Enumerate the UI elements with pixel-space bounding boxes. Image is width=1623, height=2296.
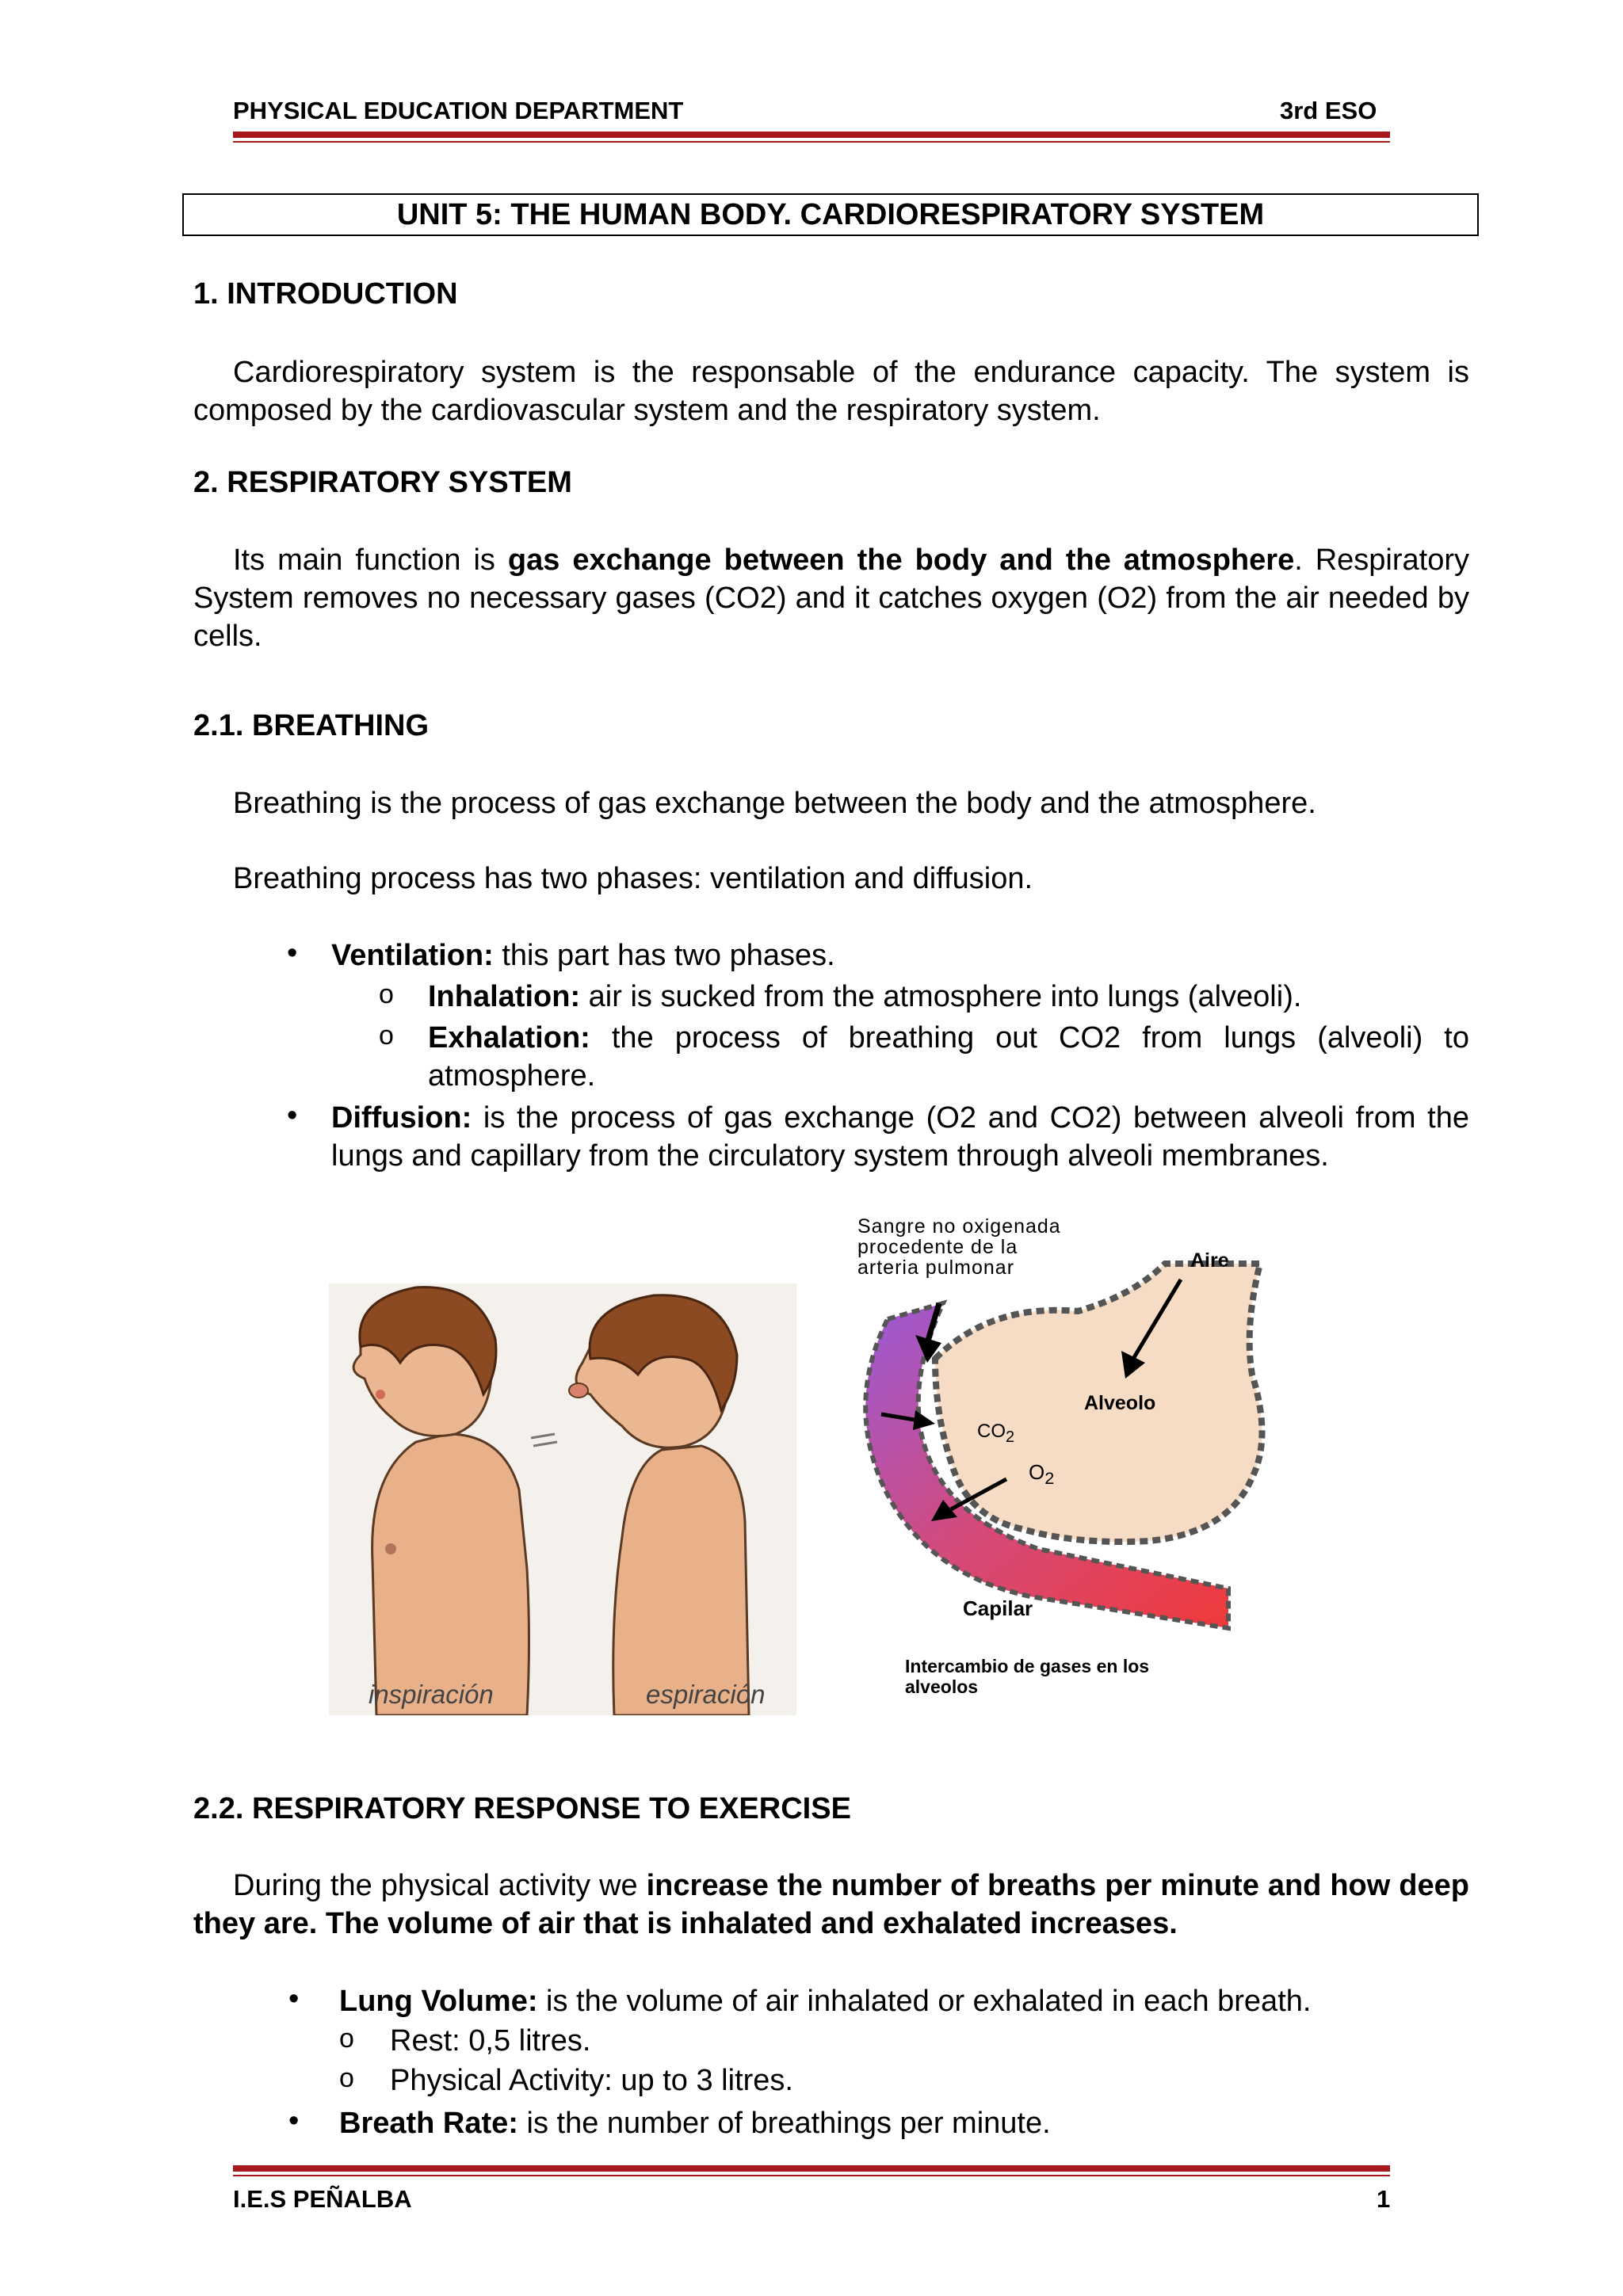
label-o2: $O_2$ (1029, 1460, 1055, 1489)
list-item-inhalation: Inhalation: air is sucked from the atmosphere into lungs (alveoli). (428, 980, 1302, 1013)
list-item-activity: Physical Activity: up to 3 litres. (390, 2064, 793, 2097)
circle-exhalation: o (379, 1020, 394, 1051)
heading-breathing: 2.1. BREATHING (193, 709, 430, 742)
unit-title: UNIT 5: THE HUMAN BODY. CARDIORESPIRATORY SYSTEM (182, 193, 1479, 236)
header-department: PHYSICAL EDUCATION DEPARTMENT (233, 97, 684, 124)
label-co2: $CO_2$ (977, 1421, 1015, 1446)
bullet-breath-rate: • (288, 2104, 300, 2138)
respiratory-paragraph: Its main function is gas exchange between the body and the atmosphere. Respiratory System removes no necessary gases (CO2) and it catches oxygen (O2) from the air needed by cells. (193, 543, 1470, 653)
breathing-illustration (329, 1283, 796, 1715)
heading-introduction: 1. INTRODUCTION (193, 277, 458, 311)
exercise-paragraph: During the physical activity we increase the number of breaths per minute and how deep they are. The volume of air that is inhalated and exhalated increases. (193, 1869, 1469, 1940)
list-item-ventilation: Ventilation: this part has two phases. (331, 939, 835, 972)
heading-respiratory-response: 2.2. RESPIRATORY RESPONSE TO EXERCISE (193, 1792, 851, 1825)
list-item-lung-volume: Lung Volume: is the volume of air inhalated or exhalated in each breath. (339, 1985, 1312, 2018)
footer-school: I.E.S PEÑALBA (233, 2185, 412, 2213)
list-item-diffusion: Diffusion: is the process of gas exchange (O2 and CO2) between alveoli from the lungs and capillary from the circulatory system through alveoli membranes. (331, 1101, 1469, 1173)
label-espiracion: espiración (646, 1680, 766, 1709)
circle-activity: o (339, 2063, 354, 2093)
heading-respiratory-system: 2. RESPIRATORY SYSTEM (193, 466, 572, 499)
list-item-breath-rate: Breath Rate: is the number of breathings per minute. (339, 2107, 1051, 2140)
respiratory-main-function: gas exchange between the body and the atmosphere (507, 543, 1295, 577)
label-aire: Aire (1190, 1249, 1229, 1272)
intro-paragraph: Cardiorespiratory system is the responsable of the endurance capacity. The system is composed by the cardiovascular system and the respiratory system. (193, 356, 1469, 427)
breathing-paragraph-2: Breathing process has two phases: ventilation and diffusion. (233, 862, 1033, 895)
alveolus-diagram (816, 1216, 1308, 1707)
bullet-diffusion: • (287, 1099, 298, 1132)
label-sangre: Sangre no oxigenada procedente de la arteria pulmonar (857, 1215, 1061, 1279)
circle-inhalation: o (379, 979, 394, 1009)
label-inspiracion: inspiración (369, 1680, 494, 1709)
header-course: 3rd ESO (1280, 97, 1377, 124)
diagram-caption: Intercambio de gases en los alveolos (905, 1656, 1150, 1697)
label-alveolo: Alveolo (1084, 1392, 1156, 1414)
alveolus-drawing (816, 1216, 1308, 1707)
list-item-exhalation: Exhalation: the process of breathing out CO2 from lungs (alveoli) to atmosphere. (428, 1021, 1469, 1093)
circle-rest: o (339, 2023, 354, 2054)
boys-breathing-drawing (329, 1283, 796, 1715)
page-number: 1 (1377, 2185, 1391, 2213)
breathing-paragraph-1: Breathing is the process of gas exchange between the body and the atmosphere. (233, 787, 1316, 820)
label-capilar: Capilar (963, 1596, 1033, 1620)
bullet-ventilation: • (287, 936, 298, 970)
bullet-lung-volume: • (288, 1982, 300, 2016)
header-rule (233, 132, 1390, 143)
list-item-rest: Rest: 0,5 litres. (390, 2024, 591, 2058)
exercise-highlight: increase the number of breaths per minute and how deep they are. The volume of air that is inhalated and exhalated increases. (193, 1869, 1469, 1940)
footer-rule (233, 2165, 1390, 2176)
